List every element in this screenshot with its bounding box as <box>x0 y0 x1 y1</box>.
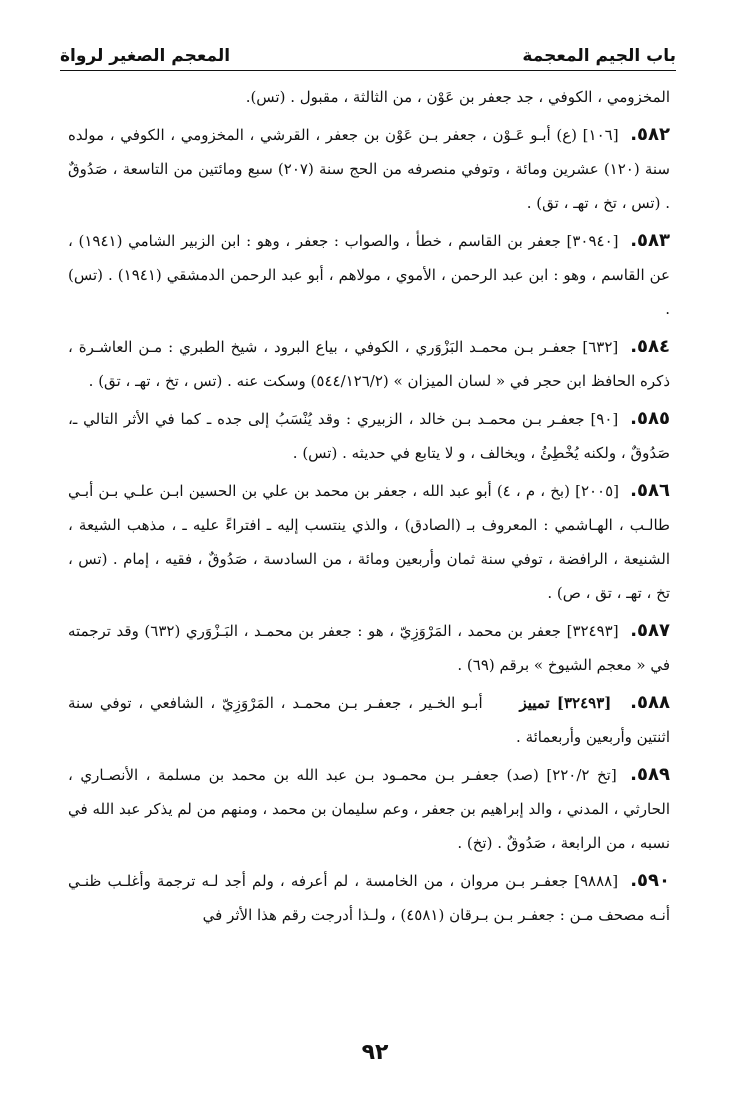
header-book-title: المعجم الصغير لرواة <box>60 46 231 66</box>
entry-number: ٥٨٦. <box>630 480 670 501</box>
entry-number: ٥٨٤. <box>630 336 670 357</box>
entry-text: [٩٨٨٨] جعفـر بـن مروان ، من الخامسة ، لم أعرفه ، ولم أجد لـه ترجمة وأغلـب ظنـي أنـه مصحف مـن : جعفـر بـن بـرقان (٤٥٨١) ، ولـذا أدرجت رقم هذا الأثر في <box>68 872 670 924</box>
entry-text: [٦٣٢] جعفـر بـن محمـد البَزْوَري ، الكوفي ، بياع البرود ، شيخ الطبري : مـن العاشـرة ، ذكره الحافظ ابن حجر في « لسان الميزان » (٥٤٤/١٢٦/٢) وسكت عنه . (تس ، تخ ، تهـ ، تق) . <box>68 338 670 390</box>
entry-number: ٥٨٥. <box>630 408 670 429</box>
header-chapter-title: باب الجيم المعجمة <box>522 46 676 66</box>
entry-583 <box>68 224 670 326</box>
entry-585 <box>68 402 670 470</box>
entry-587 <box>68 614 670 682</box>
entry-text: [١٠٦] (ع) أبـو عَـوْن ، جعفر بـن عَوْن بن جعفر ، القرشي ، المخزومي ، الكوفي ، مولده سنة (١٢٠) عشرين ومائة ، وتوفي منصرفه من الحج سنة (٢٠٧) سبع ومائتين من التاسعة ، صَدُوقٌ . (تس ، تخ ، تهـ ، تق) . <box>68 126 670 212</box>
entry-589 <box>68 758 670 860</box>
entry-586 <box>68 474 670 610</box>
entry-text: [٩٠] جعفـر بـن محمـد بـن خالد ، الزبيري : وقد يُنْسَبُ إلى جده ـ كما في الأثر التالي ـ، صَدُوقٌ ، ولكنه يُخْطِئُ ، ويخالف ، و لا يتابع في حديثه . (تس) . <box>68 410 670 462</box>
entry-number: ٥٨٢. <box>630 124 670 145</box>
entry-588 <box>68 686 670 754</box>
entry-number: ٥٨٨. <box>630 692 670 713</box>
entry-number: ٥٨٧. <box>630 620 670 641</box>
entry-number: ٥٨٩. <box>630 764 670 785</box>
entry-584 <box>68 330 670 398</box>
entry-590 <box>68 864 670 932</box>
entry-number: ٥٨٣. <box>630 230 670 251</box>
page-number: ٩٢ <box>361 1040 389 1065</box>
entry-tamyiz-label: [٣٢٤٩٣] تمييز <box>519 694 612 712</box>
entry-text: [٣٢٤٩٣] جعفر بن محمد ، المَرْوَزِيّ ، هو : جعفر بن محمـد ، البَـزْوَري (٦٣٢) وقد ترجمته في « معجم الشيوخ » برقم (٦٩) . <box>68 622 670 674</box>
entry-text: [٢٠٠٥] (بخ ، م ، ٤) أبو عبد الله ، جعفر بن محمد بن علي بن الحسين ابـن علـي بـن أبـي طالـب ، الهـاشمي : المعروف بـ (الصادق) ، والذي ينتسب إليه ـ افتراءً عليه ـ ، مذهب الشيعة ، الشنيعة ، الرافضة ، توفي سنة ثمان وأربعين ومائة ، من السادسة ، صَدُوقٌ ، فقيه ، إمام . (تس ، تخ ، تهـ ، تق ، ص) . <box>68 482 670 602</box>
entry-number: ٥٩٠. <box>630 870 670 891</box>
entry-text: [٣٠٩٤٠] جعفر بن القاسم ، خطأ ، والصواب : جعفر ، وهو : ابن الزبير الشامي (١٩٤١) ، عن القاسم ، وهو : ابن عبد الرحمن ، الأموي ، مولاهم ، أبو عبد الرحمن الدمشقي (١٩٤١) . (تس) . <box>68 232 670 318</box>
continuation-paragraph: المخزومي ، الكوفي ، جد جعفر بن عَوْن ، من الثالثة ، مقبول . (تس). <box>245 88 670 106</box>
entry-text: أبـو الخـير ، جعفـر بـن محمـد ، المَرْوَزِيّ ، الشافعي ، توفي سنة اثنتين وأربعين وأربعمائة . <box>68 694 670 746</box>
running-header <box>60 38 676 66</box>
header-divider <box>60 70 676 71</box>
entry-text: [تخ ٢٢٠/٢] (صد) جعفـر بـن محمـود بـن عبد الله بن محمد بن مسلمة ، الأنصـاري ، الحارثي ، المدني ، والد إبراهيم بن جعفر ، وعم سليمان بن محمد ، ومنهم من لم يذكر عبد الله في نسبه ، من الرابعة ، صَدُوقٌ . (تخ) . <box>68 766 670 852</box>
entry-582 <box>68 118 670 220</box>
page-body <box>68 80 670 936</box>
